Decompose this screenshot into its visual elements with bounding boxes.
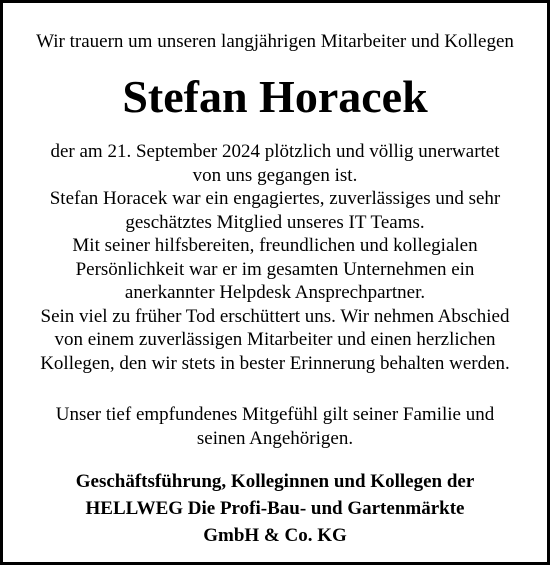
body-line: geschätztes Mitglied unseres IT Teams. (125, 211, 425, 233)
signature-block (13, 468, 537, 549)
signature-line: HELLWEG Die Profi-Bau- und Gartenmärkte (85, 498, 465, 519)
body-line: Stefan Horacek war ein engagiertes, zuverlässiges und sehr (49, 188, 501, 209)
signature-line: Geschäftsführung, Kolleginnen und Kollegen der (75, 471, 475, 492)
body-line: anerkannter Helpdesk Ansprechpartner. (124, 282, 426, 303)
body-line: Persönlichkeit war er im gesamten Unternehmen ein (75, 258, 475, 280)
body-line: Sein viel zu früher Tod erschüttert uns. Wir nehmen Abschied (40, 305, 510, 327)
body-line: von uns gegangen ist. (192, 164, 358, 186)
body-line: von einem zuverlässigen Mitarbeiter und einen herzlichen (54, 329, 496, 350)
body-line: Kollegen, den wir stets in bester Erinnerung behalten werden. (40, 352, 510, 374)
body-line: der am 21. September 2024 plötzlich und völlig unerwartet (50, 141, 500, 162)
body-line: Mit seiner hilfsbereiten, freundlichen und kollegialen (72, 235, 478, 256)
sympathy-line: seinen Angehörigen. (196, 427, 354, 449)
deceased-name: Stefan Horacek (122, 71, 428, 122)
obituary-body (13, 140, 537, 375)
signature-line: GmbH & Co. KG (203, 525, 347, 546)
intro-text: Wir trauern um unseren langjährigen Mitarbeiter und Kollegen (36, 31, 514, 52)
sympathy-line: Unser tief empfundenes Mitgefühl gilt seiner Familie und (55, 404, 495, 425)
sympathy-text (13, 403, 537, 450)
